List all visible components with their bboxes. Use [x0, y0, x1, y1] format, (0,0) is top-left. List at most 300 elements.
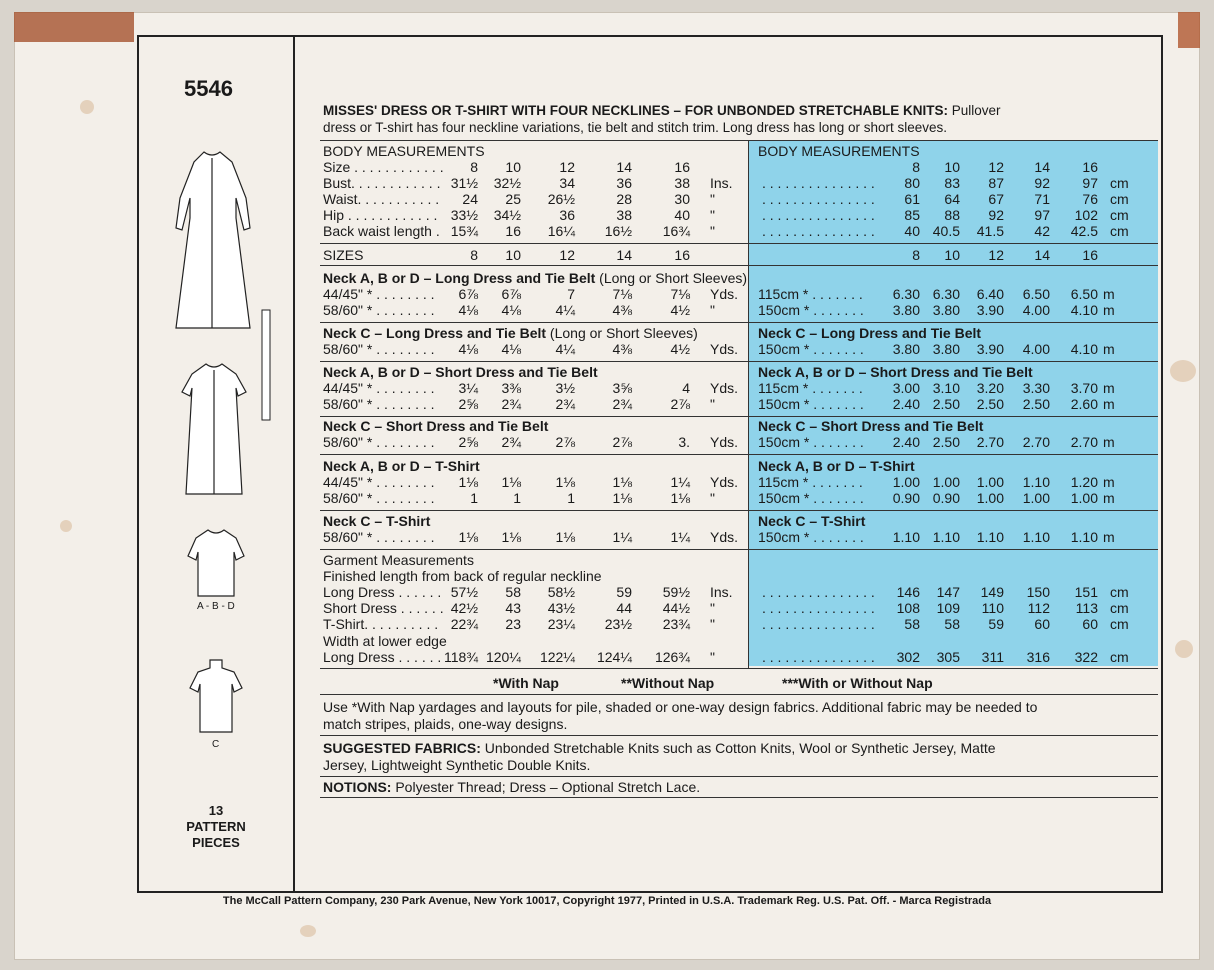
rule	[320, 510, 1158, 511]
measure-value: 36	[559, 207, 575, 223]
garment-label: Long Dress . . . . . .	[323, 584, 442, 600]
metric-value: 3.90	[976, 341, 1004, 357]
metric-label: 150cm * . . . . . . .	[758, 490, 864, 506]
measure-value: 14	[616, 159, 632, 175]
yardage-value: 1⅛	[501, 529, 521, 545]
measure-value: 85	[904, 207, 920, 223]
yardage-label: 44/45" * . . . . . . . .	[323, 474, 435, 490]
measure-value: 34	[559, 175, 575, 191]
pattern-title	[323, 103, 1001, 119]
metric-value: 1.00	[1070, 490, 1098, 506]
yardage-label: 44/45" * . . . . . . . .	[323, 380, 435, 396]
measure-label: Waist. . . . . . . . . . .	[323, 191, 440, 207]
rule	[320, 694, 1158, 695]
metric-value: 3.00	[892, 380, 920, 396]
garment-cm-value: 149	[980, 584, 1004, 600]
rule	[320, 322, 1158, 323]
size-value: 16	[1082, 247, 1098, 263]
size-value: 8	[912, 247, 920, 263]
metric-label: 150cm * . . . . . . .	[758, 341, 864, 357]
metric-unit: m	[1103, 341, 1115, 357]
leader-dots: . . . . . . . . . . . . . . .	[762, 616, 875, 632]
width-heading: Width at lower edge	[323, 633, 447, 649]
measure-value: 30	[674, 191, 690, 207]
rule	[320, 416, 1158, 417]
metric-value: 6.50	[1022, 286, 1050, 302]
garment-cm-value: 146	[896, 584, 920, 600]
age-stain	[300, 925, 316, 937]
yardage-value: 1⅛	[501, 474, 521, 490]
leader-dots: . . . . . . . . . . . . . . .	[762, 600, 875, 616]
garment-cm-value: 302	[896, 649, 920, 665]
measure-value: 40.5	[932, 223, 960, 239]
metric-unit: m	[1103, 474, 1115, 490]
yardage-value: 3⅜	[501, 380, 521, 396]
metric-value: 1.00	[1022, 490, 1050, 506]
yardage-value: 1⅛	[458, 529, 478, 545]
metric-value: 2.70	[1070, 434, 1098, 450]
metric-value: 2.40	[892, 434, 920, 450]
garment-value: 42½	[450, 600, 478, 616]
yardage-value: 1	[470, 490, 478, 506]
publisher-footer: The McCall Pattern Company, 230 Park Avenue, New York 10017, Copyright 1977, Printed in U.S.A. Trademark Reg. U.S. Pat. Off. - Marca Registrada	[222, 895, 992, 907]
yardage-label: 58/60" * . . . . . . . .	[323, 396, 435, 412]
measure-value: 92	[988, 207, 1004, 223]
garment-cm-value: 151	[1074, 584, 1098, 600]
section-heading-bold: Neck C – Short Dress and Tie Belt	[323, 418, 549, 434]
measure-value: 97	[1034, 207, 1050, 223]
yardage-label: 58/60" * . . . . . . . .	[323, 529, 435, 545]
metric-value: 2.70	[1022, 434, 1050, 450]
rule	[320, 243, 1158, 244]
metric-value: 2.50	[932, 434, 960, 450]
measure-value: 38	[674, 175, 690, 191]
measure-value: 28	[616, 191, 632, 207]
yardage-value: 4⅛	[458, 341, 478, 357]
yardage-value: 2¾	[555, 396, 575, 412]
rule	[320, 265, 1158, 266]
garment-value: 58½	[547, 584, 575, 600]
metric-section-heading: Neck C – Long Dress and Tie Belt	[758, 325, 982, 341]
tshirt-c-sketch	[190, 660, 242, 732]
pieces-count: 13	[208, 803, 224, 818]
metric-value: 1.20	[1070, 474, 1098, 490]
suggested-fabrics	[323, 740, 996, 756]
age-stain	[1170, 360, 1196, 382]
metric-section-heading: Neck A, B or D – T-Shirt	[758, 458, 915, 474]
yardage-value: 2¾	[501, 434, 521, 450]
measure-value: 16	[674, 159, 690, 175]
metric-value: 6.30	[932, 286, 960, 302]
leader-dots: . . . . . . . . . . . . . . .	[762, 584, 875, 600]
metric-label: 150cm * . . . . . . .	[758, 302, 864, 318]
garment-value: 23¾	[662, 616, 690, 632]
measure-label: Bust. . . . . . . . . . . .	[323, 175, 441, 191]
yardage-value: 3⅝	[612, 380, 632, 396]
measure-value: 34½	[493, 207, 521, 223]
garment-value: 22¾	[450, 616, 478, 632]
fabrics-label: SUGGESTED FABRICS:	[323, 740, 481, 756]
metric-value: 3.70	[1070, 380, 1098, 396]
garment-label: Short Dress . . . . . .	[323, 600, 444, 616]
yardage-unit: "	[710, 490, 715, 506]
yardage-value: 1¼	[612, 529, 632, 545]
size-value: 8	[470, 247, 478, 263]
yardage-value: 1¼	[670, 474, 690, 490]
section-heading	[323, 418, 548, 434]
yardage-unit: Yds.	[710, 380, 739, 396]
yardage-value: 7⅛	[670, 286, 690, 302]
size-value: 14	[1034, 159, 1050, 175]
section-heading-bold: Neck C – Long Dress and Tie Belt	[323, 325, 547, 341]
section-heading-bold: Neck A, B or D – Short Dress and Tie Belt	[323, 364, 598, 380]
measure-value: 40	[674, 207, 690, 223]
yardage-value: 2⅝	[458, 396, 478, 412]
measure-value: 87	[988, 175, 1004, 191]
garment-value: 59	[616, 584, 632, 600]
measure-value: 88	[944, 207, 960, 223]
measure-value: 31½	[450, 175, 478, 191]
metric-value: 4.00	[1022, 302, 1050, 318]
notions-text: Polyester Thread; Dress – Optional Stretch Lace.	[391, 779, 701, 795]
garment-cm-value: 58	[904, 616, 920, 632]
yardage-value: 2¾	[612, 396, 632, 412]
metric-label: 150cm * . . . . . . .	[758, 529, 864, 545]
metric-value: 3.10	[932, 380, 960, 396]
section-heading-bold: Neck A, B or D – T-Shirt	[323, 458, 480, 474]
metric-label: 115cm * . . . . . . .	[758, 380, 863, 396]
section-heading-bold: Neck C – T-Shirt	[323, 513, 431, 529]
yardage-value: 1	[513, 490, 521, 506]
title-bold: MISSES' DRESS OR T-SHIRT WITH FOUR NECKLINES – FOR UNBONDED STRETCHABLE KNITS:	[323, 103, 948, 118]
title-rest: Pullover	[947, 103, 1001, 118]
measure-label: Back waist length .	[323, 223, 440, 239]
metric-section-heading: Neck A, B or D – Short Dress and Tie Belt	[758, 364, 1033, 380]
section-heading-bold: Neck A, B or D – Long Dress and Tie Belt	[323, 270, 596, 286]
measure-value: 16½	[604, 223, 632, 239]
measure-unit: "	[710, 223, 715, 239]
size-value: 10	[944, 159, 960, 175]
nap-with: *With Nap	[493, 675, 559, 691]
fabrics-text: Unbonded Stretchable Knits such as Cotton Knits, Wool or Synthetic Jersey, Matte	[480, 740, 996, 756]
measure-value: 24	[462, 191, 478, 207]
notions-label: NOTIONS:	[323, 779, 392, 795]
garment-subheading: Finished length from back of regular neckline	[323, 568, 602, 584]
metric-value: 3.20	[976, 380, 1004, 396]
short-dress-sketch	[182, 364, 246, 494]
garment-value: 126¾	[654, 649, 690, 665]
garment-value: 57½	[450, 584, 478, 600]
metric-unit: m	[1103, 286, 1115, 302]
yardage-value: 4¼	[555, 341, 575, 357]
garment-cm-value: 150	[1026, 584, 1050, 600]
garment-cm-value: 147	[936, 584, 960, 600]
yardage-label: 44/45" * . . . . . . . .	[323, 286, 435, 302]
yardage-value: 7	[567, 286, 575, 302]
rule	[320, 140, 1158, 141]
yardage-label: 58/60" * . . . . . . . .	[323, 490, 435, 506]
section-heading-note: (Long or Short Sleeves)	[546, 325, 698, 341]
metric-value: 3.80	[932, 341, 960, 357]
yardage-value: 4⅛	[501, 302, 521, 318]
measure-value: 41.5	[976, 223, 1004, 239]
size-value: 16	[674, 247, 690, 263]
garment-heading: Garment Measurements	[323, 552, 474, 568]
metric-value: 1.10	[892, 529, 920, 545]
size-value: 14	[616, 247, 632, 263]
yardage-value: 4⅜	[612, 302, 632, 318]
garment-cm-value: 305	[936, 649, 960, 665]
metric-label: 115cm * . . . . . . .	[758, 474, 863, 490]
sizes-label: SIZES	[323, 247, 364, 263]
metric-value: 2.50	[976, 396, 1004, 412]
view-label-c: C	[212, 739, 220, 750]
garment-cm-value: 60	[1082, 616, 1098, 632]
age-stain	[60, 520, 72, 532]
metric-value: 1.10	[1022, 529, 1050, 545]
yardage-value: 1⅛	[612, 474, 632, 490]
garment-value: 23	[505, 616, 521, 632]
section-heading	[323, 325, 698, 341]
garment-value: 122¼	[539, 649, 575, 665]
garment-value: 118¾	[444, 649, 478, 665]
garment-cm-value: 322	[1074, 649, 1098, 665]
yardage-value: 1⅛	[612, 490, 632, 506]
yardage-value: 1	[567, 490, 575, 506]
metric-value: 1.10	[932, 529, 960, 545]
metric-unit: m	[1103, 434, 1115, 450]
yardage-value: 4½	[670, 302, 690, 318]
yardage-value: 4⅜	[612, 341, 632, 357]
garment-label: T-Shirt. . . . . . . . . .	[323, 616, 439, 632]
nap-note: Use *With Nap yardages and layouts for pile, shaded or one-way design fabrics. Additional fabric may be needed to	[323, 699, 1038, 715]
metric-value: 1.10	[976, 529, 1004, 545]
garment-value: 43½	[547, 600, 575, 616]
size-value: 10	[944, 247, 960, 263]
metric-value: 1.10	[1070, 529, 1098, 545]
measure-unit: Ins.	[710, 175, 733, 191]
garment-value: 59½	[662, 584, 690, 600]
section-heading-note: (Long or Short Sleeves)	[595, 270, 748, 286]
metric-value: 3.80	[892, 302, 920, 318]
size-value: 16	[1082, 159, 1098, 175]
measure-value: 38	[616, 207, 632, 223]
measure-value: 16¾	[662, 223, 690, 239]
metric-label: 150cm * . . . . . . .	[758, 396, 864, 412]
pattern-number: 5546	[184, 76, 233, 101]
tshirt-abd-sketch	[188, 530, 244, 596]
rule	[320, 797, 1158, 798]
garment-cm-value: 110	[981, 600, 1004, 616]
measure-value: 10	[505, 159, 521, 175]
garment-value: 23¼	[547, 616, 575, 632]
measure-value: 80	[904, 175, 920, 191]
garment-unit: "	[710, 616, 715, 632]
garment-value: 44½	[662, 600, 690, 616]
garment-cm-value: 316	[1026, 649, 1050, 665]
garment-value: 120¼	[485, 649, 521, 665]
metric-label: 150cm * . . . . . . .	[758, 434, 864, 450]
garment-label: Long Dress . . . . . .	[323, 649, 442, 665]
garment-cm-unit: cm	[1110, 584, 1129, 600]
metric-value: 1.00	[892, 474, 920, 490]
yardage-value: 1⅛	[555, 529, 575, 545]
metric-section-heading: Neck C – Short Dress and Tie Belt	[758, 418, 984, 434]
pieces-label: PATTERN	[186, 819, 246, 834]
leader-dots: . . . . . . . . . . . . . . .	[762, 191, 875, 207]
notions	[323, 779, 700, 795]
size-value: 12	[559, 247, 575, 263]
age-stain	[80, 100, 94, 114]
yardage-value: 3½	[555, 380, 575, 396]
garment-unit: Ins.	[710, 584, 733, 600]
garment-cm-value: 60	[1034, 616, 1050, 632]
metric-value: 2.40	[892, 396, 920, 412]
metric-value: 4.10	[1070, 341, 1098, 357]
yardage-value: 1⅛	[458, 474, 478, 490]
measure-value: 61	[904, 191, 920, 207]
metric-value: 2.50	[1022, 396, 1050, 412]
measure-value: 16¼	[547, 223, 575, 239]
measure-unit: cm	[1110, 191, 1129, 207]
metric-value: 3.30	[1022, 380, 1050, 396]
rule	[320, 668, 1158, 669]
yardage-value: 7⅛	[612, 286, 632, 302]
long-dress-sketch	[176, 152, 250, 328]
measure-value: 97	[1082, 175, 1098, 191]
garment-sketches	[166, 148, 276, 738]
leader-dots: . . . . . . . . . . . . . . .	[762, 175, 875, 191]
measure-unit: cm	[1110, 207, 1129, 223]
metric-label: 115cm * . . . . . . .	[758, 286, 863, 302]
metric-value: 0.90	[932, 490, 960, 506]
view-label-abd: A - B - D	[197, 601, 235, 612]
metric-value: 4.00	[1022, 341, 1050, 357]
tie-belt-sketch	[262, 310, 270, 420]
measure-value: 15¾	[450, 223, 478, 239]
yardage-value: 4⅛	[458, 302, 478, 318]
metric-value: 0.90	[892, 490, 920, 506]
metric-value: 3.80	[892, 341, 920, 357]
measure-value: 12	[559, 159, 575, 175]
section-heading	[323, 458, 480, 474]
garment-cm-unit: cm	[1110, 600, 1129, 616]
garment-cm-unit: cm	[1110, 616, 1129, 632]
size-value: 8	[912, 159, 920, 175]
right-body-header: BODY MEASUREMENTS	[758, 143, 920, 159]
size-value: 10	[505, 247, 521, 263]
yardage-value: 4¼	[555, 302, 575, 318]
metric-unit: m	[1103, 529, 1115, 545]
garment-value: 23½	[604, 616, 632, 632]
garment-cm-value: 311	[981, 649, 1004, 665]
yardage-value: 2⅝	[458, 434, 478, 450]
garment-value: 44	[616, 600, 632, 616]
metric-unit: m	[1103, 490, 1115, 506]
metric-unit: m	[1103, 396, 1115, 412]
yardage-value: 4	[682, 380, 690, 396]
pattern-description: dress or T-shirt has four neckline variations, tie belt and stitch trim. Long dress has long or short sleeves.	[323, 120, 948, 135]
garment-cm-value: 112	[1027, 600, 1050, 616]
leader-dots: . . . . . . . . . . . . . . .	[762, 207, 875, 223]
size-value: 12	[988, 159, 1004, 175]
yardage-value: 1⅛	[555, 474, 575, 490]
garment-cm-value: 113	[1075, 600, 1098, 616]
measure-unit: "	[710, 191, 715, 207]
measure-value: 36	[616, 175, 632, 191]
measure-value: 71	[1034, 191, 1050, 207]
metric-value: 6.50	[1070, 286, 1098, 302]
garment-cm-unit: cm	[1110, 649, 1129, 665]
metric-value: 6.40	[976, 286, 1004, 302]
yardage-label: 58/60" * . . . . . . . .	[323, 302, 435, 318]
yardage-unit: Yds.	[710, 474, 739, 490]
garment-value: 124¼	[596, 649, 632, 665]
measure-value: 8	[470, 159, 478, 175]
measure-unit: cm	[1110, 223, 1129, 239]
suggested-fabrics-cont: Jersey, Lightweight Synthetic Double Knits.	[323, 757, 591, 773]
garment-value: 43	[505, 600, 521, 616]
yardage-value: 1¼	[670, 529, 690, 545]
column-divider	[293, 35, 295, 891]
size-value: 12	[988, 247, 1004, 263]
leader-dots: . . . . . . . . . . . . . . .	[762, 649, 875, 665]
rule	[320, 454, 1158, 455]
yardage-unit: Yds.	[710, 286, 739, 302]
garment-cm-value: 58	[944, 616, 960, 632]
garment-value: 58	[505, 584, 521, 600]
measure-value: 67	[988, 191, 1004, 207]
metric-value: 1.00	[976, 490, 1004, 506]
yardage-value: 2⅞	[612, 434, 632, 450]
yardage-value: 4⅛	[501, 341, 521, 357]
metric-value: 2.70	[976, 434, 1004, 450]
garment-cm-value: 108	[896, 600, 920, 616]
nap-note: match stripes, plaids, one-way designs.	[323, 716, 568, 732]
metric-value: 1.10	[1022, 474, 1050, 490]
yardage-value: 6⅞	[501, 286, 521, 302]
yardage-value: 3.	[678, 434, 690, 450]
metric-value: 6.30	[892, 286, 920, 302]
yardage-value: 2⅞	[555, 434, 575, 450]
yardage-value: 2⅞	[670, 396, 690, 412]
leader-dots: . . . . . . . . . . . . . . .	[762, 223, 875, 239]
measure-value: 40	[904, 223, 920, 239]
left-body-header: BODY MEASUREMENTS	[323, 143, 485, 159]
pieces-label: PIECES	[192, 835, 240, 850]
measure-value: 76	[1082, 191, 1098, 207]
metric-value: 3.80	[932, 302, 960, 318]
yardage-unit: "	[710, 302, 715, 318]
size-value: 14	[1034, 247, 1050, 263]
section-heading	[323, 513, 430, 529]
metric-value: 2.50	[932, 396, 960, 412]
measure-label: Size . . . . . . . . . . . .	[323, 159, 444, 175]
metric-value: 1.00	[932, 474, 960, 490]
measure-value: 42	[1034, 223, 1050, 239]
measure-value: 26½	[547, 191, 575, 207]
section-heading	[323, 364, 598, 380]
rule	[320, 735, 1158, 736]
yardage-unit: Yds.	[710, 341, 739, 357]
rule	[320, 776, 1158, 777]
measure-value: 64	[944, 191, 960, 207]
yardage-value: 6⅞	[458, 286, 478, 302]
rule	[320, 361, 1158, 362]
measure-value: 92	[1034, 175, 1050, 191]
metric-value: 1.00	[976, 474, 1004, 490]
yardage-value: 2¾	[501, 396, 521, 412]
